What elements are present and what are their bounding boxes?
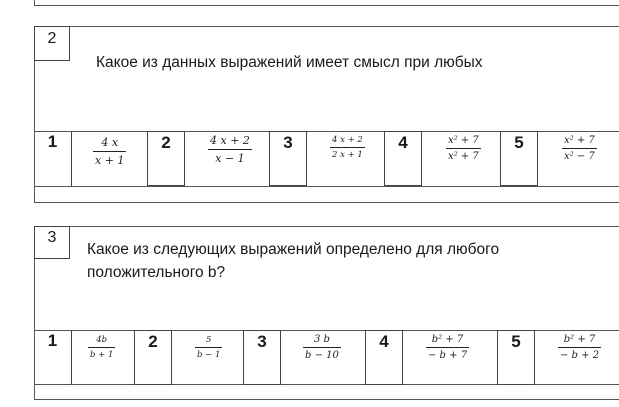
fraction-bar xyxy=(303,347,341,348)
q2-option-5-numerator: x² + 7 xyxy=(564,135,595,146)
q2-option-2-numerator: 4 x + 2 xyxy=(210,134,250,147)
fraction-bar xyxy=(426,347,469,348)
top-border xyxy=(34,5,619,6)
q3-option-4-denominator: − b + 7 xyxy=(428,350,468,361)
q3-option-1-fraction xyxy=(88,335,115,360)
q2-option-3-denominator: 2 x + 1 xyxy=(332,150,363,160)
q3-option-5-numerator: b² + 7 xyxy=(563,334,596,345)
q3-option-1-number: 1 xyxy=(34,330,72,385)
q3-number: 3 xyxy=(34,226,70,259)
fraction-bar xyxy=(562,148,597,149)
q2-option-4-numerator: x² + 7 xyxy=(448,135,479,146)
q2-option-1-fraction xyxy=(93,136,126,167)
q3-question-text-line2: положительного b? xyxy=(87,264,226,281)
fraction-bar xyxy=(558,347,601,348)
q3-option-3-numerator: 3 b xyxy=(313,334,330,345)
q2-top-border xyxy=(34,26,619,27)
q3-option-4-numerator: b² + 7 xyxy=(431,334,464,345)
q3-bottom-border xyxy=(34,399,619,400)
fraction-bar xyxy=(195,347,222,348)
q2-bottom-border xyxy=(34,202,619,203)
q2-option-4-fraction xyxy=(446,135,481,162)
q2-number: 2 xyxy=(34,26,70,61)
q2-question-text: Какое из данных выражений имеет смысл при любых xyxy=(96,54,483,71)
fraction-bar xyxy=(88,347,115,348)
q2-option-5-number: 5 xyxy=(500,131,538,186)
q2-option-2-fraction xyxy=(208,134,252,165)
q2-option-2-number: 2 xyxy=(147,131,185,186)
q3-option-3-fraction xyxy=(303,334,341,361)
q2-option-1-number: 1 xyxy=(34,131,72,186)
q2-option-3-numerator: 4 x + 2 xyxy=(332,135,363,145)
q3-option-3-number: 3 xyxy=(243,330,281,385)
q2-option-2-denominator: x − 1 xyxy=(215,152,245,165)
q3-option-2-number: 2 xyxy=(134,330,172,385)
q3-top-border xyxy=(34,226,619,227)
q2-option-4-denominator: x² + 7 xyxy=(448,151,479,162)
q2-option-3-number: 3 xyxy=(269,131,307,186)
fraction-bar xyxy=(330,147,365,148)
q3-option-2-numerator: 5 xyxy=(205,335,212,345)
q3-option-1-denominator: b + 1 xyxy=(90,350,114,360)
q2-option-4-number: 4 xyxy=(384,131,422,186)
q3-option-2-fraction xyxy=(195,335,222,360)
q2-option-1-denominator: x + 1 xyxy=(95,154,125,167)
q2-option-5-denominator: x² − 7 xyxy=(564,151,595,162)
q3-option-5-number: 5 xyxy=(497,330,535,385)
q2-option-3-fraction xyxy=(330,135,365,160)
q2-option-1-numerator: 4 x xyxy=(101,136,119,149)
fraction-bar xyxy=(208,149,252,150)
q3-option-4-fraction xyxy=(426,334,469,361)
q2-option-5-fraction xyxy=(562,135,597,162)
q3-option-3-denominator: b − 10 xyxy=(305,350,339,361)
q3-option-1-numerator: 4b xyxy=(96,335,108,345)
fraction-bar xyxy=(93,151,126,152)
q3-option-2-denominator: b − 1 xyxy=(197,350,221,360)
q3-question-text-line1: Какое из следующих выражений определено для любого xyxy=(87,241,500,258)
q3-option-4-number: 4 xyxy=(365,330,403,385)
q2-options-bottom-border xyxy=(34,186,619,187)
q3-option-5-fraction xyxy=(558,334,601,361)
fraction-bar xyxy=(446,148,481,149)
q3-option-5-denominator: − b + 2 xyxy=(560,350,600,361)
